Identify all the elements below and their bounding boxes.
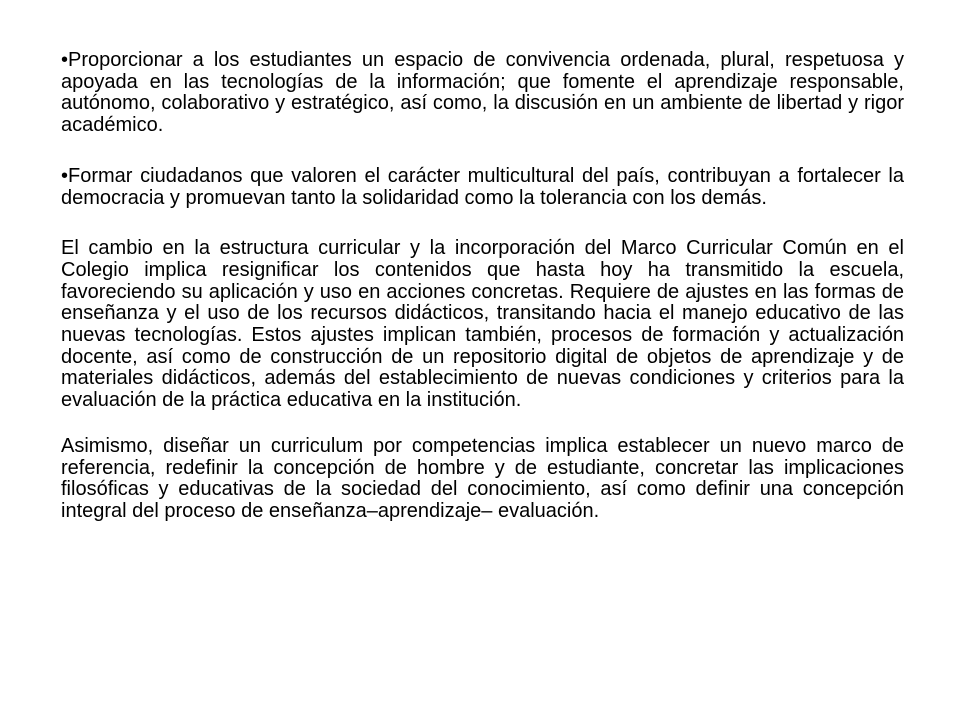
bullet-text: Proporcionar a los estudiantes un espacio de convivencia ordenada, plural, respetuosa y apoyada en las tecnologías de la información; que fomente el aprendizaje responsable, autónomo, colaborativo y estratégico, así como, la discusión en un ambiente de libertad y rigor académico. — [61, 49, 904, 137]
bullet-text: Formar ciudadanos que valoren el carácter multicultural del país, contribuyan a fortalecer la democracia y promuevan tanto la solidaridad como la tolerancia con los demás. — [61, 164, 904, 209]
body-paragraph-2: Asimismo, diseñar un curriculum por competencias implica establecer un nuevo marco de referencia, redefinir la concepción de hombre y de estudiante, concretar las implicaciones filosóficas y educativas de la sociedad del conocimiento, así como definir una concepción integral del proceso de enseñanza–aprendizaje– evaluación. — [61, 434, 904, 522]
body-paragraph-1: El cambio en la estructura curricular y la incorporación del Marco Curricular Común en el Colegio implica resignificar los contenidos que hasta hoy ha transmitido la escuela, favoreciendo su aplicación y uso en acciones concretas. Requiere de ajustes en las formas de enseñanza y el uso de los recursos didácticos, transitando hacia el manejo educativo de las nuevas tecnologías. Estos ajustes implican también, procesos de formación y actualización docente, así como de construcción de un repositorio digital de objetos de aprendizaje y de materiales didácticos, además del establecimiento de nuevas condiciones y criterios para la evaluación de la práctica educativa en la institución. — [61, 237, 904, 412]
bullet-paragraph-1 — [61, 50, 904, 137]
document-body — [61, 50, 904, 523]
bullet-paragraph-2 — [61, 166, 904, 209]
bullet-marker: • — [61, 164, 69, 187]
bullet-marker: • — [61, 49, 69, 71]
